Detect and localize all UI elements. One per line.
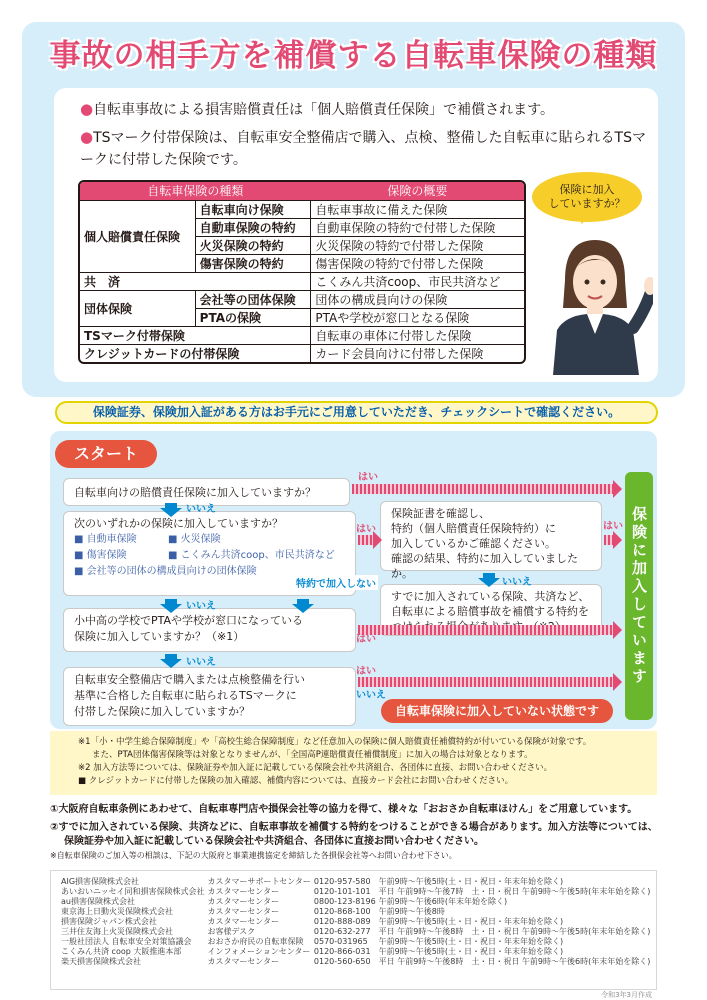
contact-row — [61, 947, 653, 957]
contact-company: 損害保険ジャパン株式会社 — [61, 917, 157, 926]
flow-question-2-text: 次のいずれかの保険に加入していますか？ — [74, 517, 283, 530]
contact-phone[interactable]: 0120-866-031 — [313, 947, 371, 956]
flow-question-4-line-1: 自転車安全整備店で購入または点検整備を行い — [74, 673, 305, 686]
flow-question-1-text: 自転車向けの賠償責任保険に加入していますか？ — [74, 486, 316, 499]
flow-question-2-options — [74, 532, 345, 548]
yes-label: はい — [358, 472, 378, 483]
contact-hours: 午前9時〜午後5時(土・日・祝日・年末年始を除く) — [378, 947, 564, 956]
confirm-banner: 保険証券、保険加入証がある方はお手元にご用意していただき、チェックシートで確認ください。 — [55, 401, 658, 424]
contact-phone[interactable]: 0800-123-8196 — [313, 897, 376, 906]
contact-phone[interactable]: 0120-888-089 — [313, 917, 371, 926]
table-cell-desc: 自動車保険の特約で付帯した保険 — [311, 218, 524, 236]
table-cell-type: 傷害保険の特約 — [195, 254, 311, 272]
contact-hours: 平日 午前9時〜午後8時 土・日・祝日 午前9時〜午後6時(年末年始を除く) — [378, 957, 651, 966]
contact-phone[interactable]: 0120-957-580 — [313, 877, 371, 886]
contact-desk: カスタマーセンター — [207, 917, 279, 926]
start-label: スタート — [55, 440, 157, 468]
no-arrow-icon — [160, 599, 182, 609]
contact-desk: お客様デスク — [207, 927, 256, 936]
option-fire: ■ 火災保険 — [168, 534, 221, 545]
footnotes — [50, 731, 657, 795]
table-cell-group: クレジットカードの付帯保険 — [80, 344, 311, 362]
contact-company: 東京海上日動火災保険株式会社 — [61, 907, 173, 916]
intro-bullet-1 — [80, 98, 554, 121]
contact-row — [61, 957, 653, 967]
table-header-type: 自転車保険の種類 — [80, 182, 311, 200]
table-cell-type: 会社等の団体保険 — [195, 290, 311, 308]
contact-row — [61, 927, 653, 937]
footnote-1: ※1「小・中学生総合保障制度」や「高校生総合保障制度」など任意加入の保険に個人賠償責任補償特約が付いている保険が対象です。 — [78, 737, 592, 747]
contact-company: あいおいニッセイ同和損害保険株式会社 — [61, 887, 205, 896]
flow-question-3-line-1: 小中高の学校でPTAや学校が窓口になっている — [74, 614, 304, 627]
contact-hours: 午前9時〜午後8時 — [378, 907, 445, 916]
yes-arrow — [358, 625, 614, 635]
contact-phone[interactable]: 0120-868-100 — [313, 907, 371, 916]
table-cell-group: 個人賠償責任保険 — [80, 200, 195, 272]
flow-question-5 — [380, 501, 602, 580]
contact-desk: カスタマーセンター — [207, 897, 279, 906]
bottom-note-2: ②すでに加入されている保険、共済などに、自転車事故を補償する特約をつけることができる場合があります。加入方法等については、 — [50, 822, 658, 833]
contact-phone[interactable]: 0120-101-101 — [313, 887, 371, 896]
contact-hours: 午前9時〜午後5時(土・日・祝日・年末年始を除く) — [378, 917, 564, 926]
contact-company: 三井住友海上火災保険株式会社 — [61, 927, 173, 936]
contact-phone[interactable]: 0120-632-277 — [313, 927, 371, 936]
flow-question-4-line-2: 基準に合格した自転車に貼られるTSマークに — [74, 689, 297, 702]
contact-desk: カスタマーサポートセンター — [207, 877, 311, 886]
page-title: 事故の相手方を補償する自転車保険の種類 — [49, 38, 658, 74]
contact-hours: 平日 午前9時〜午後8時 土・日・祝日 午前9時〜午後5時(年末年始を除く) — [378, 927, 651, 936]
contact-desk: カスタマーセンター — [207, 907, 279, 916]
bullet-dot-icon: ● — [80, 128, 94, 146]
contact-row — [61, 917, 653, 927]
table-cell-group: TSマーク付帯保険 — [80, 326, 311, 344]
table-cell-type: 自転車向け保険 — [195, 200, 311, 218]
table-cell-desc: こくみん共済coop、市民共済など — [311, 272, 524, 290]
table-row — [80, 290, 524, 308]
footnote-1-cont: また、PTA団体傷害保険等は対象となりませんが、「全国高P連賠償責任補償制度」に加入の場合は対象となります。 — [92, 750, 533, 760]
option-kyosai: ■ こくみん共済coop、市民共済など — [168, 550, 335, 561]
yes-label: はい — [603, 521, 623, 532]
yes-label: はい — [356, 634, 376, 645]
contact-company: 一般社団法人 自転車安全対策協議会 — [61, 937, 192, 946]
contact-hours: 午前9時〜午後5時(土・日・祝日・年末年始を除く) — [378, 877, 564, 886]
no-label: いいえ — [356, 690, 386, 701]
contact-hours: 午前9時〜午後5時(土・日・祝日・年末年始を除く) — [378, 937, 564, 946]
contact-hours: 午前9時〜午後6時(年末年始を除く) — [378, 897, 508, 906]
flow-question-4-line-3: 付帯した保険に加入していますか？ — [74, 705, 250, 718]
contact-phone[interactable]: 0120-560-650 — [313, 957, 371, 966]
flow-info-line-2: 自転車による賠償事故を補償する特約を — [391, 605, 589, 618]
contact-row — [61, 907, 653, 917]
contact-desk: カスタマーセンター — [207, 887, 279, 896]
contact-desk: インフォメーションセンター — [207, 947, 311, 956]
bottom-note-2-cont: 保険証券や加入証に記載している保険会社や共済組合、各団体に直接お問い合わせください。 — [64, 836, 484, 847]
table-cell-desc: カード会員向けに付帯した保険 — [311, 344, 524, 362]
no-arrow-icon — [160, 654, 182, 664]
table-cell-group: 団体保険 — [80, 290, 195, 326]
table-row — [80, 344, 524, 362]
table-cell-desc: 自転車事故に備えた保険 — [311, 200, 524, 218]
flow-question-4 — [63, 667, 356, 726]
flow-question-3-line-2: 保険に加入していますか？（※1） — [74, 630, 245, 643]
intro-bullet-1-text: 自転車事故による損害賠償責任は「個人賠償責任保険」で補償されます。 — [93, 102, 554, 118]
flow-question-3 — [63, 608, 356, 652]
contact-list — [50, 870, 657, 990]
not-insured-result: 自転車保険に加入していない状態です — [381, 699, 613, 723]
table-cell-group: 共 済 — [80, 272, 311, 290]
bottom-note-1: ①大阪府自転車条例にあわせて、自転車専門店や損保会社等の協力を得て、様々な「おおさか自転車ほけん」をご用意しています。 — [50, 804, 638, 815]
no-label: いいえ — [186, 504, 216, 515]
bottom-note-3: ※自転車保険のご加入等の相談は、下記の大阪府と事業連携協定を締結した各損保会社等へお問い合わせ下さい。 — [50, 851, 457, 860]
flow-question-5-line-1: 保険証書を確認し、 — [391, 507, 490, 520]
yes-label: はい — [356, 666, 376, 677]
contact-company: au損害保険株式会社 — [61, 897, 135, 906]
contact-row — [61, 897, 653, 907]
flow-info-line-1: すでに加入されている保険、共済など、 — [391, 590, 590, 603]
table-header-summary: 保険の概要 — [311, 182, 524, 200]
footnote-2: ※2 加入方法等については、保険証券や加入証に記載している保険会社や共済組合、各団体に直接、お問い合わせください。 — [78, 763, 553, 773]
contact-desk: おおさか府民の自転車保険 — [207, 937, 304, 946]
contact-company: AIG損害保険株式会社 — [61, 877, 140, 886]
intro-bullet-2-text: TSマーク付帯保険は、自転車安全整備店で購入、点検、整備した自転車に貼られるTSマークに付帯した保険です。 — [80, 130, 646, 168]
table-row — [80, 272, 524, 290]
no-arrow-icon — [160, 503, 182, 513]
yes-arrow — [358, 535, 374, 545]
contact-row — [61, 937, 653, 947]
contact-company: こくみん共済 coop 大阪推進本部 — [61, 947, 182, 956]
flow-question-5-line-4: 確認の結果、特約に加入していましたか。 — [391, 552, 578, 580]
option-group: ■ 会社等の団体の構成員向けの団体保険 — [74, 566, 257, 577]
bottom-notes — [50, 803, 670, 863]
table-cell-type: 火災保険の特約 — [195, 236, 311, 254]
table-cell-type: PTAの保険 — [195, 308, 311, 326]
contact-phone[interactable]: 0570-031965 — [313, 937, 368, 946]
no-arrow-icon — [478, 573, 500, 583]
special-no-label: 特約で加入しない — [294, 575, 378, 590]
speech-bubble-line-2: していますか？ — [548, 197, 626, 210]
table-cell-desc: 団体の構成員向けの保険 — [311, 290, 524, 308]
table-row — [80, 326, 524, 344]
footnote-card: ■ クレジットカードに付帯した保険の加入確認、補償内容については、直接カード会社にお問い合わせください。 — [78, 776, 514, 786]
no-label: いいえ — [186, 601, 216, 612]
yes-arrow — [604, 535, 614, 545]
no-arrow-icon — [292, 599, 314, 609]
table-cell-desc: 自転車の車体に付帯した保険 — [311, 326, 524, 344]
table-cell-desc: 火災保険の特約で付帯した保険 — [311, 236, 524, 254]
table-row — [80, 200, 524, 218]
speech-bubble-line-1: 保険に加入 — [559, 183, 615, 196]
contact-hours: 平日 午前9時〜午後7時 土・日・祝日 午前9時〜午後5時(年末年始を除く) — [378, 887, 651, 896]
table-cell-desc: 傷害保険の特約で付帯した保険 — [311, 254, 524, 272]
intro-bullet-2 — [80, 126, 650, 171]
option-injury: ■ 傷害保険 — [74, 550, 127, 561]
flow-question-5-line-3: 加入しているかご確認ください。 — [391, 537, 556, 550]
table-cell-desc: PTAや学校が窓口となる保険 — [311, 308, 524, 326]
contact-company: 楽天損害保険株式会社 — [61, 957, 141, 966]
contact-desk: カスタマーセンター — [207, 957, 279, 966]
flow-question-5-line-2: 特約（個人賠償責任保険特約）に — [391, 522, 556, 535]
footer-date: 令和3年3月作成 — [601, 991, 652, 999]
flow-question-2-options — [74, 548, 345, 564]
insured-result: 保険に加入しています — [625, 472, 653, 720]
bullet-dot-icon: ● — [80, 100, 94, 118]
yes-label: はい — [356, 524, 376, 535]
table-cell-type: 自動車保険の特約 — [195, 218, 311, 236]
yes-arrow — [358, 677, 614, 687]
option-auto: ■ 自動車保険 — [74, 534, 137, 545]
contact-row — [61, 877, 653, 887]
no-label: いいえ — [186, 657, 216, 668]
contact-row — [61, 887, 653, 897]
insurance-types-table — [78, 180, 526, 364]
no-label: いいえ — [502, 577, 532, 588]
woman-illustration-icon — [535, 230, 653, 375]
speech-bubble — [532, 172, 642, 222]
yes-arrow — [352, 484, 614, 494]
